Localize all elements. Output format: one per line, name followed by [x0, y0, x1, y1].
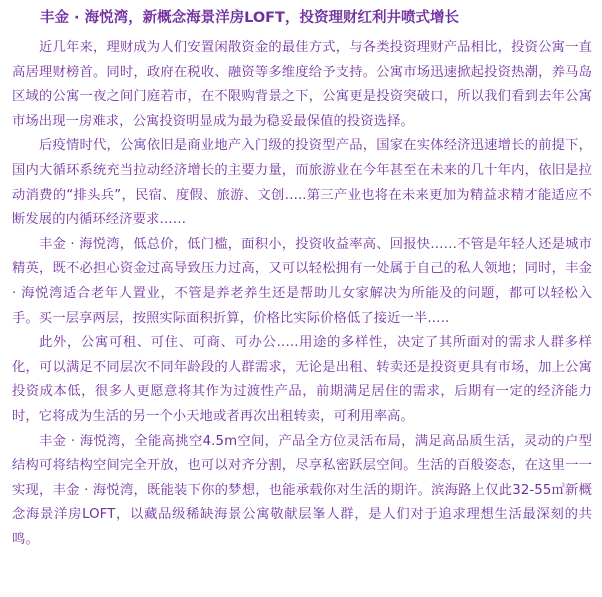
paragraph-intro: 近几年来，理财成为人们安置闲散资金的最佳方式，与各类投资理财产品相比，投资公寓一直高居理财榜首。同时，政府在税收、融资等多维度给予支持。公寓市场迅速掀起投资热潮，养马岛区域的公寓一夜之间门庭若市，在不限购背景之下，公寓更是投资突破口，所以我们看到去年公寓市场出现一房难求，公寓投资明显成为最为稳妥最保值的投资选择。 — [12, 40, 592, 129]
paragraph-low-entry: 丰金 · 海悦湾，低总价，低门槛，面积小，投资收益率高、回报快……不管是年轻人还是城市精英，既不必担心资金过高导致压力过高，又可以轻松拥有一处属于自己的私人领地；同时，丰金 · 海悦湾适合老年人置业，不管是养老养生还是帮助儿女家解决为所能及的问题，都可以轻松入手。买一层享两层，按照实际面积折算，价格比实际价格低了接近一半….. — [12, 236, 592, 326]
article-title: 丰金 · 海悦湾，新概念海景洋房LOFT，投资理财红利井喷式增长 — [40, 10, 459, 26]
paragraph-post-pandemic: 后疫情时代，公寓依旧是商业地产入门级的投资型产品，国家在实体经济迅速增长的前提下，国内大循环系统充当拉动经济增长的主要力量，而旅游业在今年甚至在未来的几十年内，依旧是拉动消费的“排头兵”，民宿、度假、旅游、文创…..第三产业也将在未来更加为精益求精才能适应不断发展的内循环经济要求…… — [12, 138, 592, 228]
paragraph-space-design: 丰金 · 海悦湾，全能高挑空4.5m空间，产品全方位灵活布局，满足高品质生活，灵动的户型结构可将结构空间完全开放，也可以对齐分割，尽享私密跃层空间。生活的百般姿态，在这里一一实现，丰金 · 海悦湾，既能装下你的梦想，也能承载你对生活的期许。滨海路上仅此32-55㎡新概念海景洋房LOFT，以藏品级稀缺海景公寓敬献层峯人群，是人们对于追求理想生活最深刻的共鸣。 — [12, 433, 592, 547]
paragraph-versatility: 此外，公寓可租、可住、可商、可办公…..用途的多样性，决定了其所面对的需求人群多样化，可以满足不同层次不同年龄段的人群需求，无论是出租、转卖还是投资更具有市场，加上公寓投资成本低，很多人更愿意将其作为过渡性产品，前期满足居住的需求，后期有一定的经济能力时，它将成为生活的另一个小天地或者再次出租转卖，可利用率高。 — [12, 335, 592, 424]
